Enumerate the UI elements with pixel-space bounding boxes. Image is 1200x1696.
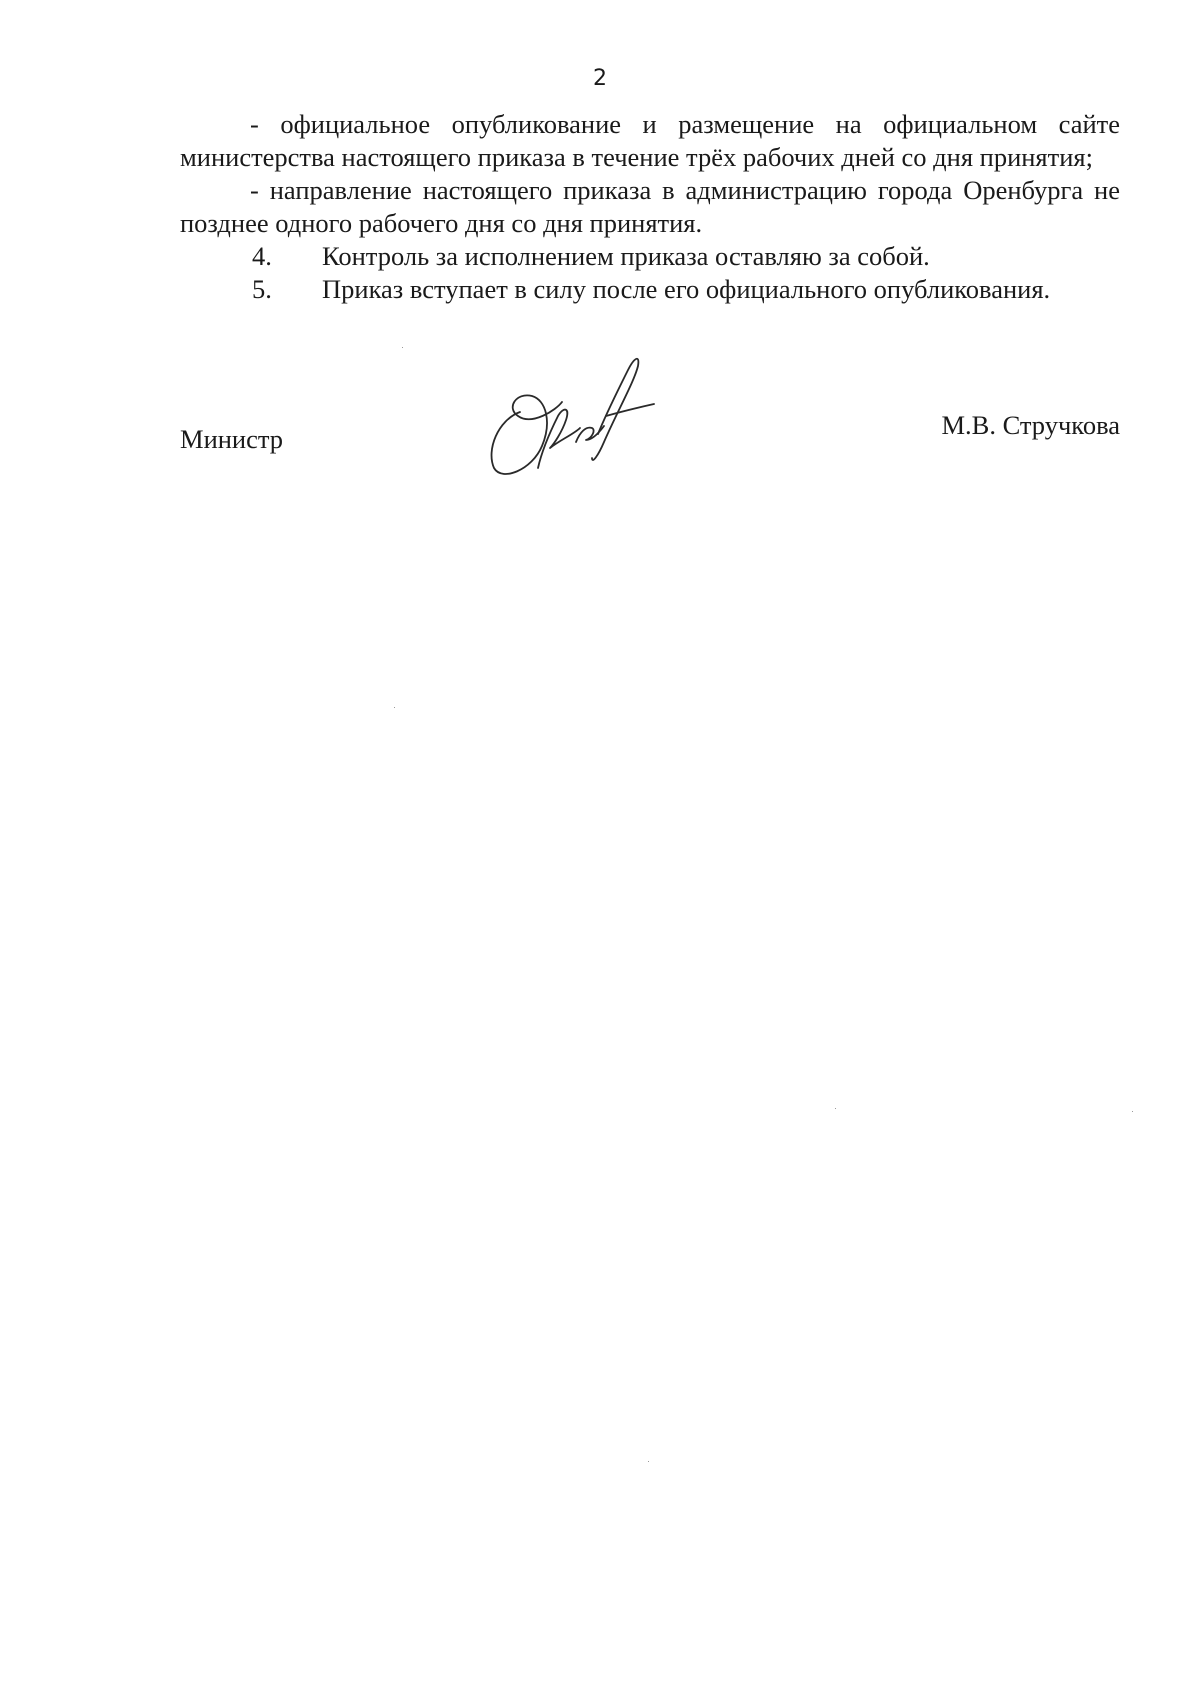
scan-speck — [648, 1461, 649, 1462]
list-item-number: 5. — [252, 274, 272, 304]
list-item-5 — [180, 273, 1120, 306]
document-body — [180, 108, 1120, 306]
scan-speck — [1132, 1111, 1133, 1112]
list-item-number: 4. — [252, 241, 272, 271]
list-item-4 — [180, 240, 1120, 273]
paragraph-publication: - официальное опубликование и размещение на официальном сайте министерства настоящего приказа в течение трёх рабочих дней со дня принятия; — [180, 109, 1120, 172]
signature-block — [180, 400, 1120, 480]
scan-speck — [835, 1108, 836, 1109]
list-item-text: Контроль за исполнением приказа оставляю за собой. — [322, 241, 930, 271]
handwritten-signature — [480, 350, 660, 480]
scan-speck — [394, 707, 395, 708]
scan-speck — [402, 347, 403, 348]
signer-position: Министр — [180, 424, 284, 454]
paragraph-direction: - направление настоящего приказа в администрацию города Оренбурга не позднее одного рабочего дня со дня принятия. — [180, 175, 1120, 238]
list-item-text: Приказ вступает в силу после его официального опубликования. — [322, 274, 1051, 304]
page-number: 2 — [593, 66, 607, 91]
signer-name: М.В. Стручкова — [941, 410, 1120, 440]
